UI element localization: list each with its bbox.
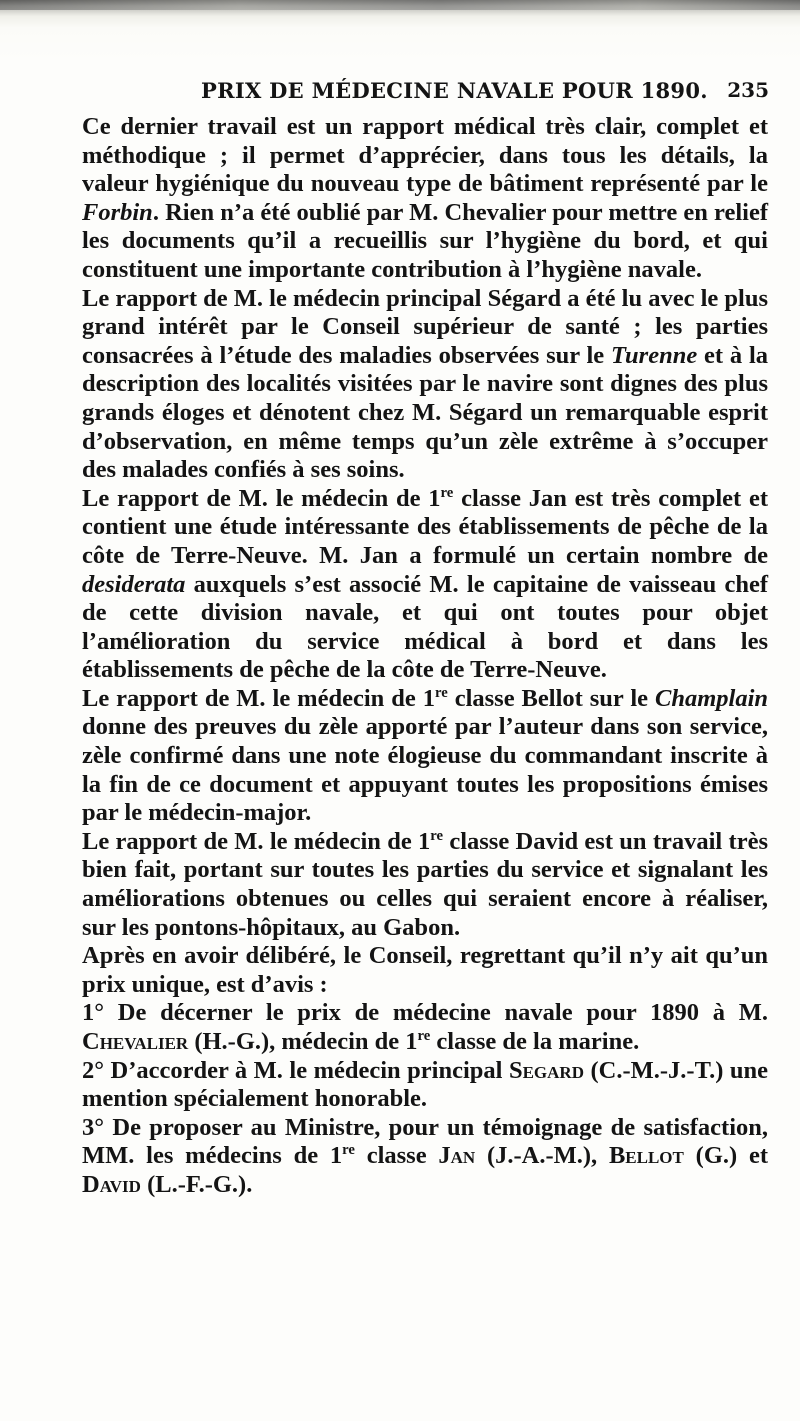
text-run: 3° De proposer au Ministre, pour un témoignage de satisfaction, MM. les médecins de 1 (82, 1113, 768, 1170)
text-run: Le rapport de M. le médecin de 1 (82, 684, 435, 712)
paragraph-jan-report (82, 485, 768, 685)
ship-name-forbin: Forbin (82, 198, 153, 226)
text-run: auxquels s’est associé M. le capitaine de vaisseau chef de cette division navale, et qui ont toutes pour objet l’amélioration du service médical à bord et dans les établissements de pêche de la côte de Terre-Neuve. (82, 570, 768, 684)
honorable-mention-name: Segard (508, 1056, 584, 1084)
text-run: et à la description des localités visitées par le navire sont dignes des plus grands éloges et dénotent chez M. Ségard un remarquable esprit d’observation, en même temps qu’un zèle extrême à s’occuper des malades confiés à ses soins. (82, 341, 768, 484)
text-run: . Rien n’a été oublié par M. Chevalier pour mettre en relief les documents qu’il a recueillis sur l’hygiène du bord, et qui constituent une importante contribution à l’hygiène navale. (82, 198, 768, 283)
decision-item-1 (82, 999, 768, 1056)
paragraph-forbin-report (82, 113, 768, 285)
text-run: classe David est un travail très bien fait, portant sur toutes les parties du service et signalant les améliorations obtenues ou celles qui seraient encore à réaliser, sur les pontons-hôpitaux, au Gabon. (82, 827, 768, 941)
text-run: Ce dernier travail est un rapport médical très clair, complet et méthodique ; il permet d’apprécier, dans tous les détails, la valeur hygiénique du nouveau type de bâtiment représenté par le (82, 113, 768, 198)
page-number: 235 (727, 78, 769, 102)
page-header (83, 78, 769, 108)
laureate-name: Chevalier (82, 1028, 189, 1055)
superscript: re (434, 684, 448, 701)
physician-name-david: David (82, 1170, 141, 1198)
text-run: 1° De décerner le prix de médecine navale pour 1890 à M. (82, 999, 768, 1027)
paragraph-segard-report (82, 285, 768, 485)
superscript: re (417, 1027, 431, 1044)
superscript: re (440, 484, 454, 501)
text-run: Le rapport de M. le médecin de 1 (82, 484, 441, 512)
decision-item-2 (82, 1057, 768, 1114)
ship-name-champlain: Champlain (654, 684, 768, 712)
text-run: (J.-A.-M.), (475, 1142, 609, 1170)
superscript: re (430, 827, 444, 844)
body-text (82, 113, 768, 1200)
text-run: classe (354, 1142, 439, 1170)
paragraph-david-report (82, 828, 768, 942)
text-run: classe Bellot sur le (447, 684, 655, 712)
text-run: (L.-F.-G.). (140, 1170, 253, 1198)
text-run: Après en avoir délibéré, le Conseil, regrettant qu’il n’y ait qu’un prix unique, est d’avis : (82, 942, 768, 998)
text-run: (C.-M.-J.-T.) une mention spécialement honorable. (82, 1056, 768, 1113)
running-head: PRIX DE MÉDECINE NAVALE POUR 1890. (201, 78, 708, 103)
paragraph-bellot-report (82, 685, 768, 828)
scan-edge-shadow (0, 0, 800, 10)
term-desiderata: desiderata (82, 570, 186, 598)
text-run: classe de la marine. (430, 1028, 640, 1055)
text-run: 2° D’accorder à M. le médecin principal (82, 1056, 509, 1084)
text-run: (G.) et (683, 1142, 768, 1170)
physician-name-jan: Jan (438, 1142, 476, 1170)
text-run: (H.-G.), médecin de 1 (188, 1028, 418, 1055)
physician-name-bellot: Bellot (608, 1142, 684, 1170)
text-run: Le rapport de M. le médecin de 1 (82, 827, 431, 855)
paragraph-council-deliberation (82, 942, 768, 999)
text-run: donne des preuves du zèle apporté par l’auteur dans son service, zèle confirmé dans une note élogieuse du commandant inscrite à la fin de ce document et appuyant toutes les propositions émises par le médecin-major. (82, 713, 768, 827)
text-run: Le rapport de M. le médecin principal Ségard a été lu avec le plus grand intérêt par le Conseil supérieur de santé ; les parties consacrées à l’étude des maladies observées sur le (82, 284, 768, 369)
text-run: classe Jan est très complet et contient une étude intéressante des établissements de pêche de la côte de Terre-Neuve. M. Jan a formulé un certain nombre de (82, 484, 768, 569)
ship-name-turenne: Turenne (611, 341, 698, 369)
superscript: re (342, 1142, 355, 1159)
decision-item-3 (82, 1114, 768, 1200)
